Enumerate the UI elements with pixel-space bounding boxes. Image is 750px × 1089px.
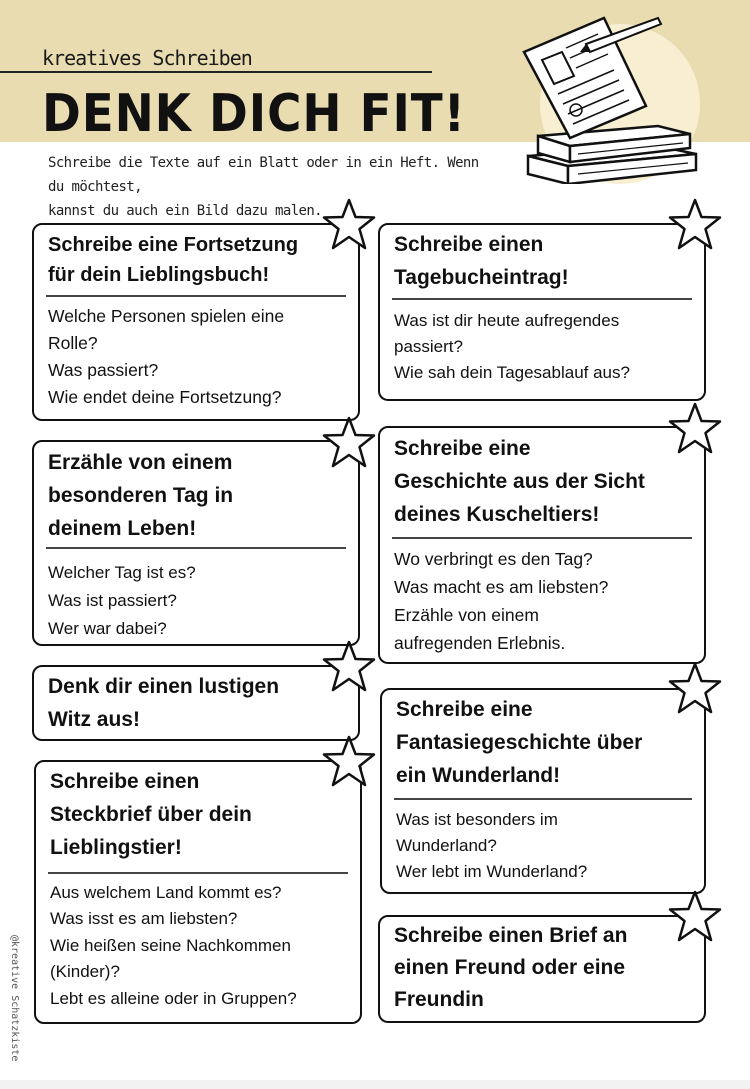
task-heading-line: Schreibe eine [396,698,533,721]
task-heading-line: für dein Lieblingsbuch! [48,264,270,286]
task-question: Was isst es am liebsten? [50,909,238,928]
worksheet-subtitle: kreatives Schreiben [42,46,252,70]
task-heading [34,667,358,736]
task-question: Was ist passiert? [48,590,177,610]
writing-task-profile [34,760,362,1024]
task-question: Welche Personen spielen eine [48,305,285,326]
task-question: Welcher Tag ist es? [48,562,196,582]
task-question: Wie endet deine Fortsetzung? [48,386,282,407]
task-heading-line: Steckbrief über dein [50,803,252,826]
task-heading-line: Fantasiegeschichte über [396,731,643,754]
task-question: Wunderland? [396,835,497,855]
instructions-line: Schreibe die Texte auf ein Blatt oder in ein Heft. Wenn du möchtest, [48,155,479,195]
star-outline-icon [322,416,376,470]
task-heading-line: Schreibe einen [394,233,544,256]
task-heading-line: Tagebucheintrag! [394,266,569,289]
task-question: (Kinder)? [50,962,120,981]
task-question: Aus welchem Land kommt es? [50,882,282,902]
star-outline-icon [668,890,722,944]
writing-task-continuation [32,223,360,421]
task-questions [34,297,358,415]
task-questions [36,874,360,1017]
star-outline-icon [668,662,722,716]
task-question: Lebt es alleine oder in Gruppen? [50,988,297,1008]
task-heading-line: Lieblingstier! [50,836,182,859]
paper-and-books-icon [508,14,708,184]
task-question: aufregenden Erlebnis. [394,632,566,653]
task-question: Was macht es am liebsten? [394,576,609,597]
task-question: Wo verbringt es den Tag? [394,548,593,569]
task-heading-line: Schreibe einen Brief an [394,924,628,947]
task-questions [380,300,704,390]
task-heading [380,917,704,1016]
star-outline-icon [322,735,376,789]
task-heading-line: Freundin [394,988,484,1011]
writing-task-cuddly-toy [378,426,706,664]
task-heading-line: Geschichte aus der Sicht [394,470,645,493]
task-questions [34,549,358,647]
task-question: Wer war dabei? [48,618,167,638]
task-question: Was passiert? [48,359,159,380]
task-heading-line: Erzähle von einem [48,451,233,474]
copyright-text: @kreative Schatzkiste [9,935,20,1062]
task-heading-line: ein Wunderland! [396,764,561,787]
task-heading-line: Schreibe eine [394,437,531,460]
task-question: Wie heißen seine Nachkommen [50,935,291,955]
task-question: Rolle? [48,332,98,353]
task-heading [34,442,358,547]
instructions [48,151,488,223]
writing-task-letter [378,915,706,1023]
task-heading-line: einen Freund oder eine [394,956,626,979]
worksheet-title: DENK DICH FIT! [42,84,466,144]
task-heading [380,428,704,537]
task-heading-line: Schreibe eine Fortsetzung [48,234,299,256]
star-outline-icon [322,198,376,252]
task-question: Wie sah dein Tagesablauf aus? [394,362,630,382]
task-heading [34,225,358,295]
task-question: passiert? [394,336,463,356]
star-outline-icon [668,198,722,252]
task-heading [382,690,704,798]
task-heading [380,225,704,298]
task-heading-line: Denk dir einen lustigen [48,675,280,698]
task-question: Was ist besonders im [396,809,558,829]
writing-task-diary [378,223,706,401]
writing-task-fantasy [380,688,706,894]
task-question: Was ist dir heute aufregendes [394,310,620,330]
task-question: Erzähle von einem [394,604,539,625]
task-heading-line: Witz aus! [48,708,140,731]
task-heading [36,762,360,872]
instructions-line: kannst du auch ein Bild dazu malen. [48,203,323,219]
star-outline-icon [668,402,722,456]
star-outline-icon [322,640,376,694]
subtitle-underline [0,71,432,73]
writing-task-special-day [32,440,360,646]
task-question: Wer lebt im Wunderland? [396,861,588,881]
task-heading-line: deines Kuscheltiers! [394,503,600,526]
copyright-credit [6,935,24,1062]
task-heading-line: Schreibe einen [50,770,200,793]
writing-task-joke [32,665,360,741]
task-heading-line: besonderen Tag in [48,484,234,507]
task-questions [380,539,704,661]
task-heading-line: deinem Leben! [48,517,197,540]
task-questions [382,800,704,889]
